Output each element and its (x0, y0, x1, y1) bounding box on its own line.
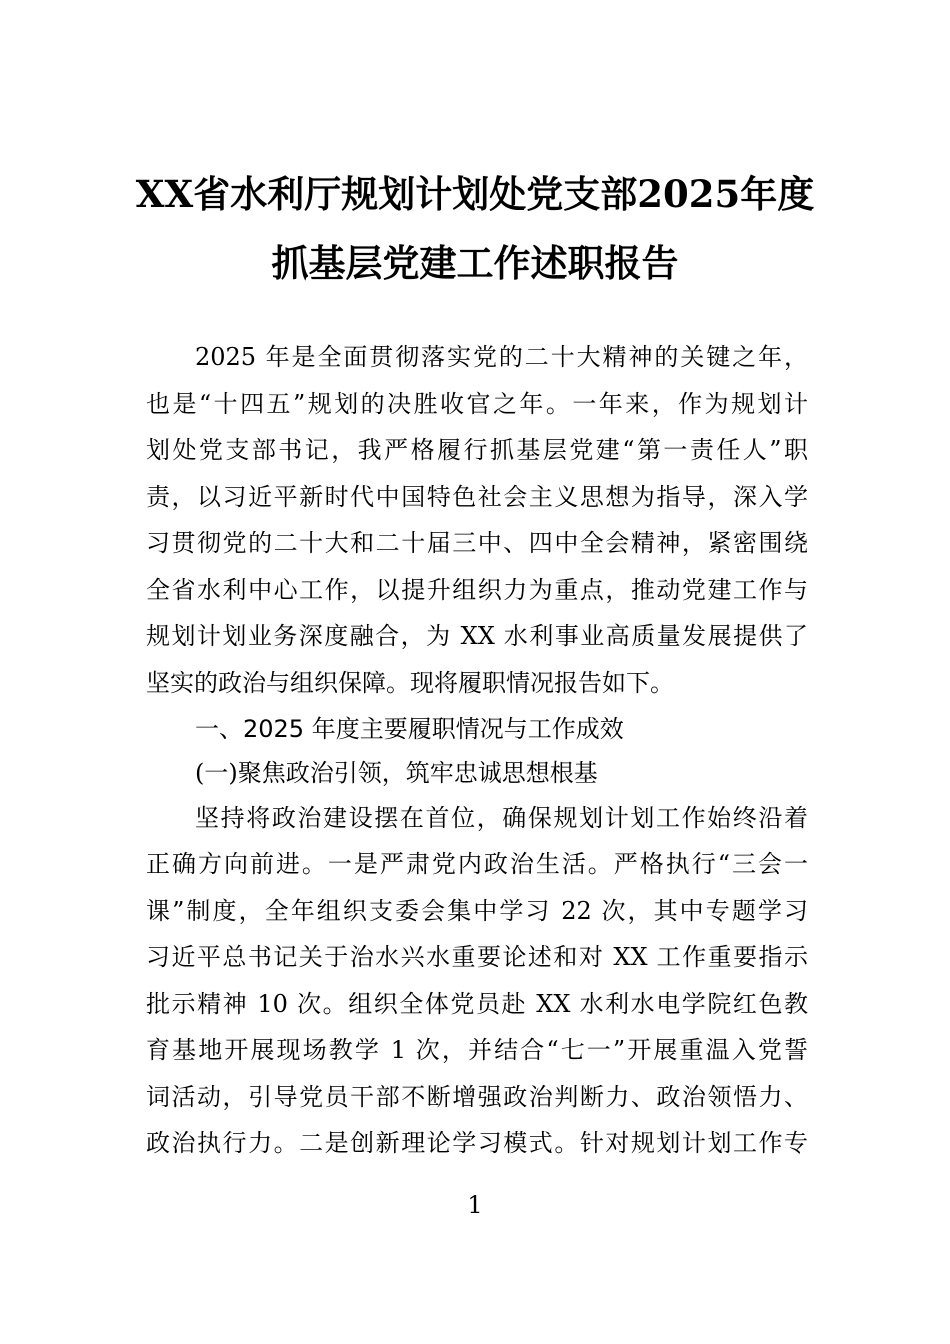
body-line: 规划计划业务深度融合，为 XX 水利事业高质量发展提供了 (146, 622, 808, 650)
section-heading-1: 一、2025 年度主要履职情况与工作成效 (195, 715, 624, 743)
section-heading-2: (一)聚焦政治引领，筑牢忠诚思想根基 (195, 759, 598, 787)
body-line: 坚持将政治建设摆在首位，确保规划计划工作始终沿着 (195, 804, 808, 832)
body-line: 划处党支部书记，我严格履行抓基层党建“第一责任人”职 (146, 436, 808, 464)
body-line: 批示精神 10 次。组织全体党员赴 XX 水利水电学院红色教 (146, 990, 808, 1018)
body-line: 2025 年是全面贯彻落实党的二十大精神的关键之年， (195, 343, 808, 371)
body-line: 政治执行力。二是创新理论学习模式。针对规划计划工作专 (146, 1129, 808, 1157)
body-line: 习近平总书记关于治水兴水重要论述和对 XX 工作重要指示 (146, 943, 808, 971)
body-line: 责，以习近平新时代中国特色社会主义思想为指导，深入学 (146, 483, 808, 511)
page-number: 1 (467, 1191, 483, 1219)
body-line: 习贯彻党的二十大和二十届三中、四中全会精神，紧密围绕 (146, 529, 808, 557)
body-line: 正确方向前进。一是严肃党内政治生活。严格执行“三会一 (146, 850, 808, 878)
body-line: 全省水利中心工作，以提升组织力为重点，推动党建工作与 (146, 576, 808, 604)
body-line: 课”制度，全年组织支委会集中学习 22 次，其中专题学习 (146, 897, 808, 925)
body-line: 也是“十四五”规划的决胜收官之年。一年来，作为规划计 (146, 390, 808, 418)
body-line: 坚实的政治与组织保障。现将履职情况报告如下。 (146, 669, 674, 697)
body-line: 词活动，引导党员干部不断增强政治判断力、政治领悟力、 (146, 1083, 808, 1111)
document-title-line-1: XX省水利厅规划计划处党支部2025年度 (135, 172, 815, 216)
body-line: 育基地开展现场教学 1 次，并结合“七一”开展重温入党誓 (146, 1036, 808, 1064)
document-title-line-2: 抓基层党建工作述职报告 (271, 241, 679, 285)
